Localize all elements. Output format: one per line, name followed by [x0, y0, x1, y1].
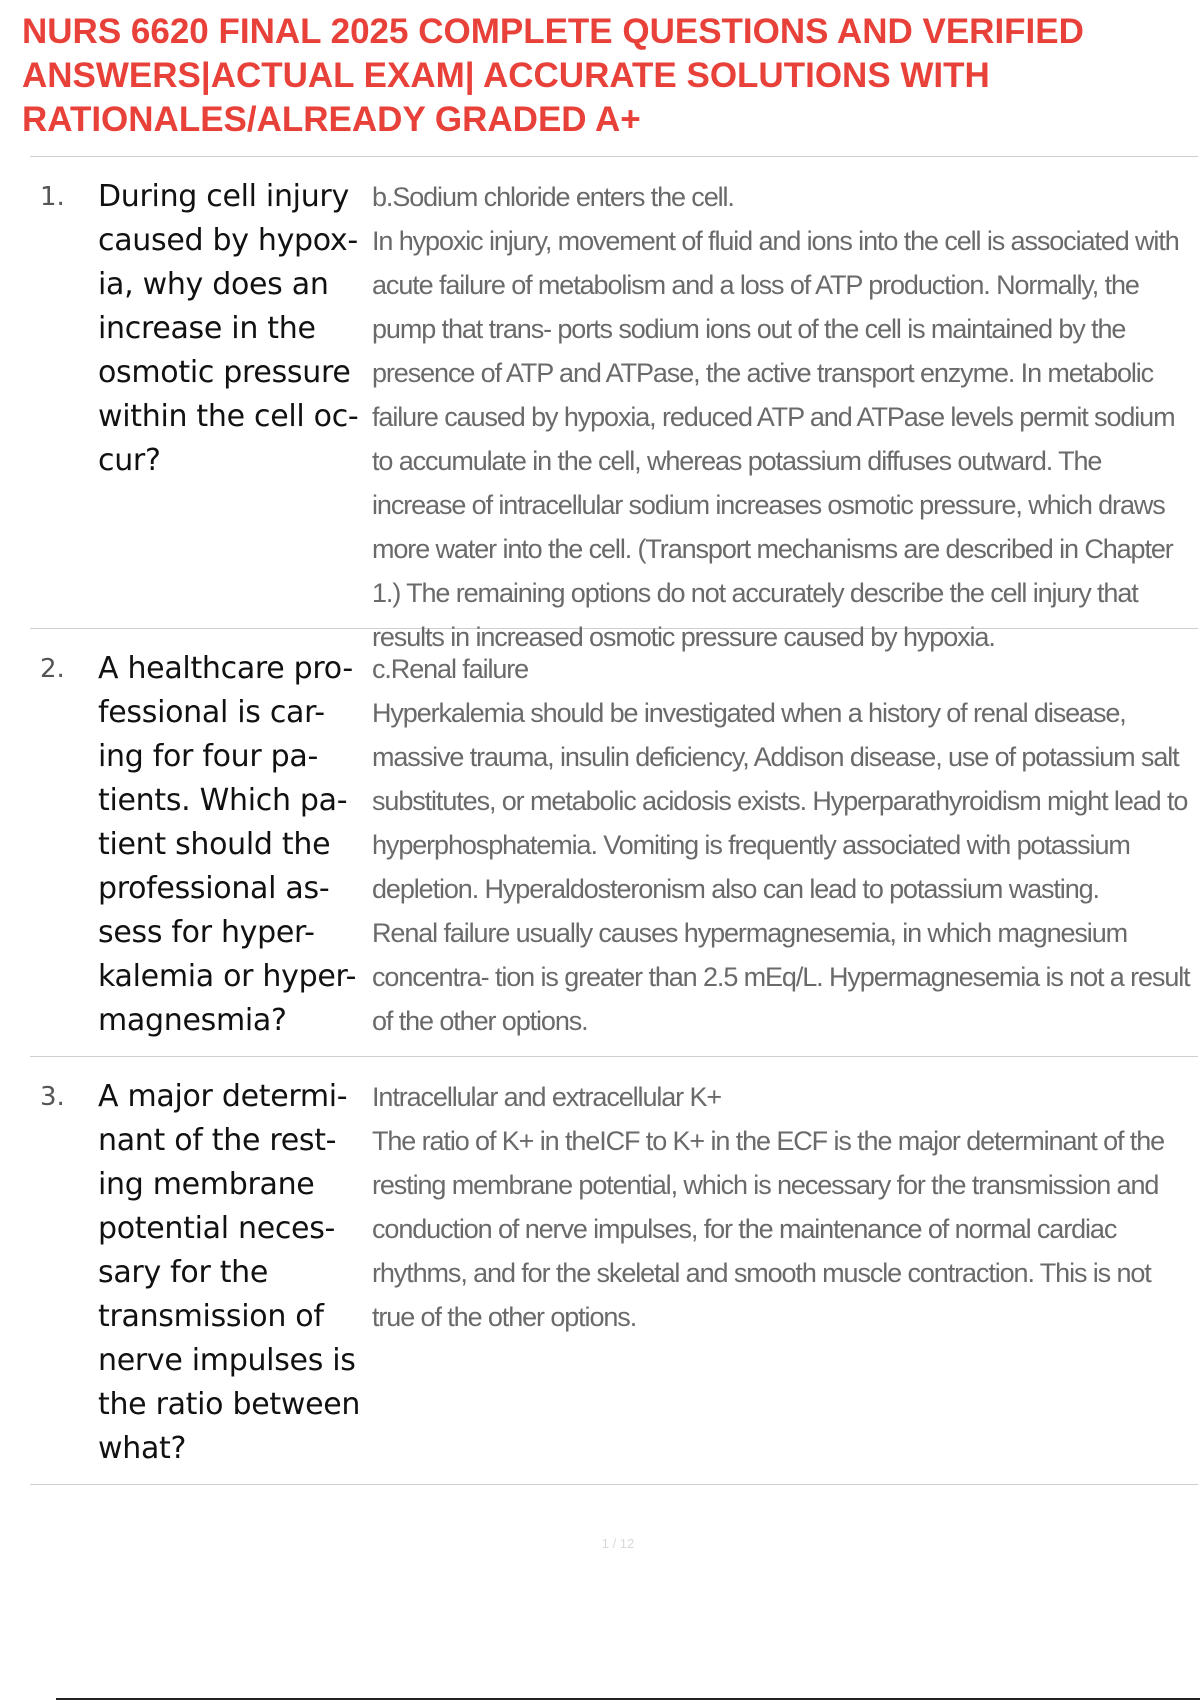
question-item	[30, 157, 1198, 652]
question-list	[30, 157, 1198, 1485]
question-item	[30, 1057, 1198, 1485]
document-title: NURS 6620 FINAL 2025 COMPLETE QUESTIONS AND VERIFIED ANSWERS|ACTUAL EXAM| ACCURATE SOLUTIONS WITH RATIONALES/ALREADY GRADED A+	[22, 12, 1084, 139]
answer-text: c.Renal failure	[372, 654, 529, 684]
question-item	[30, 629, 1198, 1057]
answer-column	[372, 647, 1194, 1043]
question-number: 1.	[40, 182, 65, 212]
rationale-text: In hypoxic injury, movement of fluid and ions into the cell is associated with acute failure of metabolism and a loss of ATP production. Normally, the pump that trans- ports sodium ions out of the cell is maintained by the presence of ATP and ATPase, the active transport enzyme. In metabolic failure caused by hypoxia, reduced ATP and ATPase levels permit sodium to accumulate in the cell, whereas potassium diffuses outward. The increase of intracellular sodium increases osmotic pressure, which draws more water into the cell. (Transport mechanisms are described in Chapter 1.) The remaining options do not accurately describe the cell injury that results in increased osmotic pressure caused by hypoxia.	[372, 226, 1179, 652]
question-number: 2.	[40, 654, 65, 684]
question-text: A healthcare pro- fessional is car- ing for four pa- tients. Which pa- tient should the professional as- sess for hyper- kalemia or hyper- magnesmia?	[98, 651, 357, 1038]
answer-column	[372, 1075, 1194, 1339]
question-number: 3.	[40, 1082, 65, 1112]
answer-text: b.Sodium chloride enters the cell.	[372, 182, 734, 212]
page-number: 1 / 12	[601, 1536, 635, 1551]
question-text: A major determi- nant of the rest- ing membrane potential neces- sary for the transmission of nerve impulses is the ratio between what?	[98, 1079, 361, 1466]
answer-text: Intracellular and extracellular K+	[372, 1082, 722, 1112]
rationale-text: Hyperkalemia should be investigated when a history of renal disease, massive trauma, insulin deficiency, Addison disease, use of potassium salt substitutes, or metabolic acidosis exists. Hyperparathyroidism might lead to hyperphosphatemia. Vomiting is frequently associated with potassium depletion. Hyperaldosteronism also can lead to potassium wasting.	[372, 698, 1188, 904]
question-text: During cell injury caused by hypox- ia, why does an increase in the osmotic pressure within the cell oc- cur?	[98, 179, 359, 478]
rationale-text: The ratio of K+ in theICF to K+ in the ECF is the major determinant of the resting membrane potential, which is necessary for the transmission and conduction of nerve impulses, for the maintenance of normal cardiac rhythms, and for the skeletal and smooth muscle contraction. This is not true of the other options.	[372, 1126, 1165, 1332]
rationale-text-continued: Renal failure usually causes hypermagnesemia, in which magnesium concentra- tion is greater than 2.5 mEq/L. Hypermagnesemia is not a result of the other options.	[372, 918, 1190, 1036]
answer-column	[372, 175, 1194, 659]
